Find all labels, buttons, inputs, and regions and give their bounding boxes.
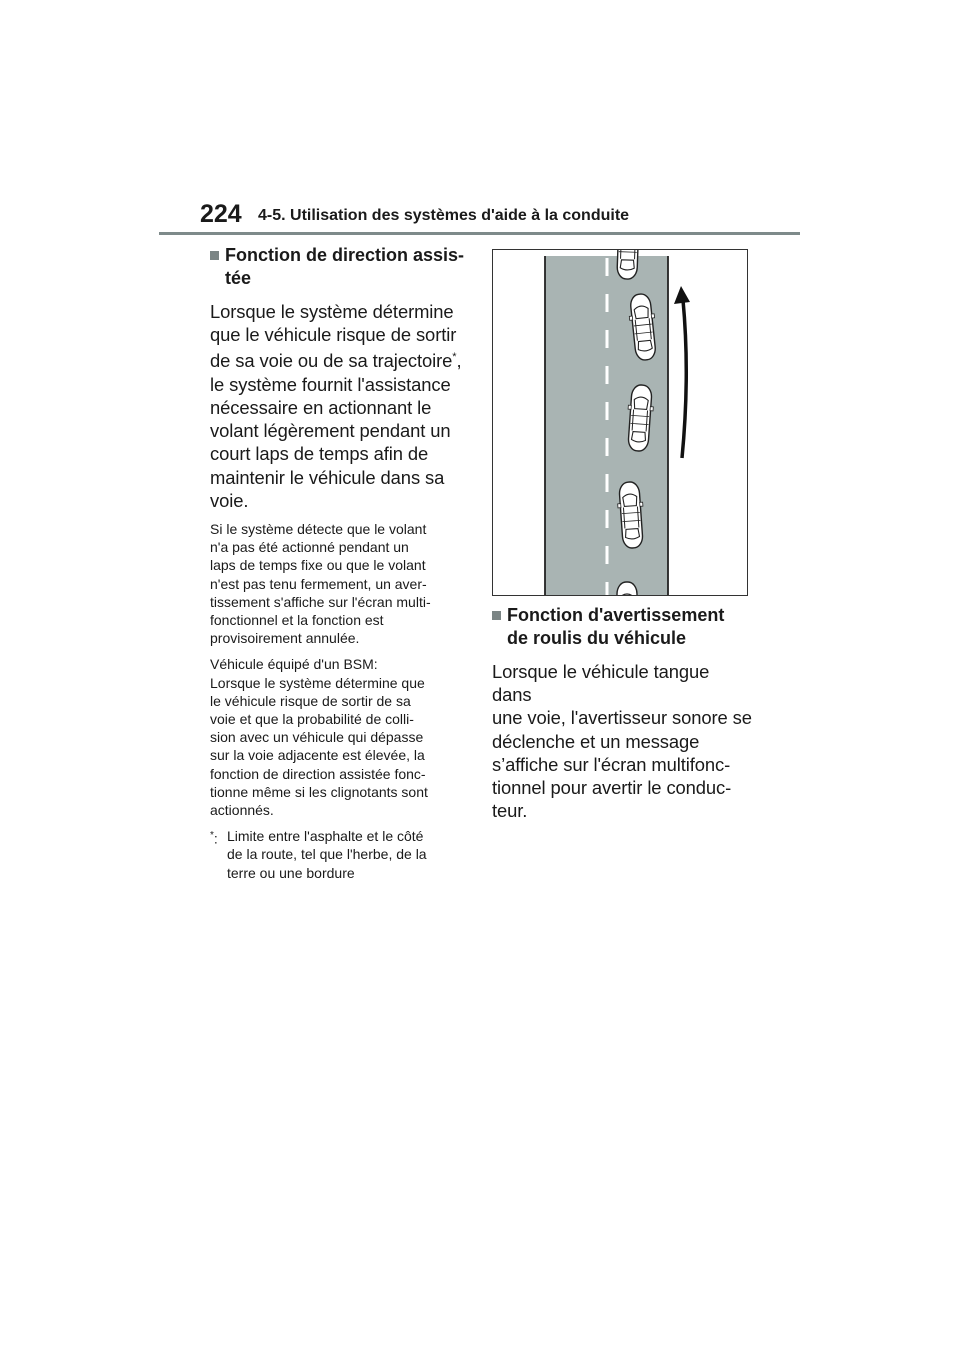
page-number: 224 (200, 200, 242, 228)
paragraph-part-b: , le système fournit l'assistance nécessaire en actionnant le volant légèrement pendant un court laps de temps afin de maintenir le véhicule dans sa voie. (210, 350, 462, 511)
paragraph-part-a: Lorsque le système détermine que le véhicule risque de sortir de sa voie ou de sa trajectoire (210, 301, 457, 372)
footnote-reference: * (452, 351, 457, 364)
note-bsm: Véhicule équipé d'un BSM: Lorsque le système détermine que le véhicule risque de sortir de sa voie et que la probabilité de colli- sion avec un véhicule qui dépasse sur la voie adjacente est élevée, la fonction de direction assistée fonc- tionne même si les clignotants sont actionnés. (210, 656, 428, 818)
sway-warning-paragraph: Lorsque le véhicule tangue dans une voie, l'avertisseur sonore se déclenche et un message s’affiche sur l'écran multifonc- tionnel pour avertir le conduc- teur. (492, 661, 752, 822)
square-bullet-icon (210, 251, 219, 260)
header-rule (159, 232, 800, 235)
heading-text: Fonction de direction assis- tée (225, 245, 465, 288)
note-steering-wheel: Si le système détecte que le volant n'a pas été actionné pendant un laps de temps fixe ou que le volant n'est pas tenu fermement, un aver- tissement s'affiche sur l'écran multi- fonctionnel et la fonction est provisoirement annulée. (210, 520, 431, 647)
right-column (492, 600, 752, 822)
steering-assist-heading (210, 244, 470, 290)
left-column (210, 240, 470, 882)
footnote-marker: *: (210, 830, 218, 847)
trajectory-arrow-icon (674, 286, 690, 304)
footnote (210, 827, 470, 882)
trajectory-arrow-shaft (682, 300, 686, 458)
steering-assist-paragraph (210, 300, 470, 512)
heading-text: Fonction d'avertissement de roulis du véhicule (507, 605, 725, 648)
square-bullet-icon (492, 611, 501, 620)
lane-sway-illustration (492, 249, 748, 596)
sway-warning-heading (492, 604, 752, 650)
section-title: 4-5. Utilisation des systèmes d'aide à la conduite (258, 207, 630, 224)
footnote-text: Limite entre l'asphalte et le côté de la route, tel que l'herbe, de la terre ou une bordure (227, 828, 427, 881)
road-diagram (493, 250, 747, 595)
